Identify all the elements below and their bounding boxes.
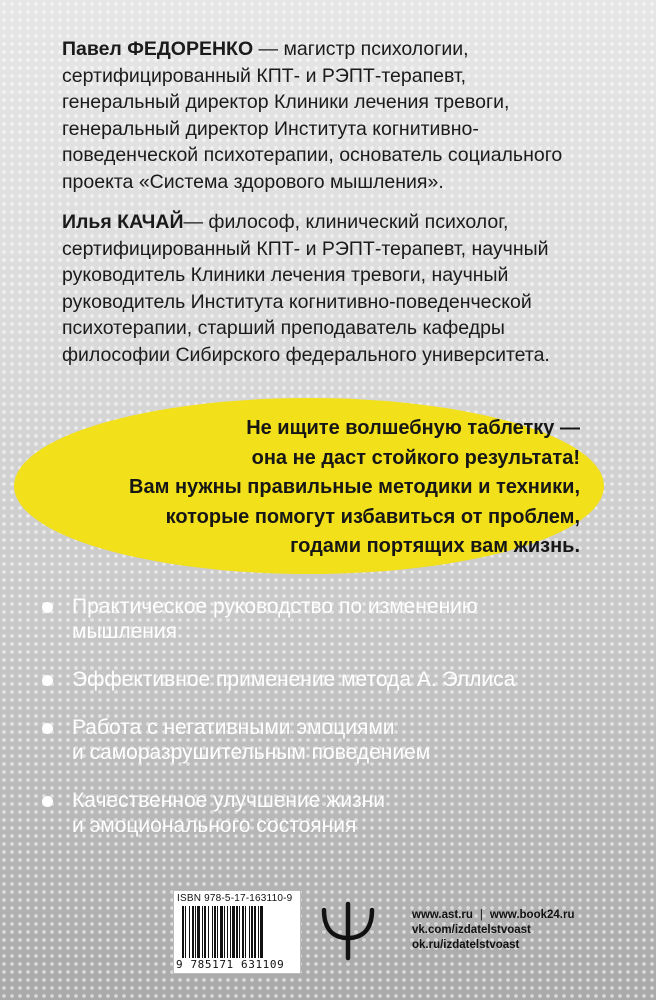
author-bio-kachay xyxy=(62,209,632,368)
barcode-stripe xyxy=(204,906,206,958)
bio-text: проекта «Система здорового мышления». xyxy=(62,170,444,193)
barcode-stripe xyxy=(232,906,235,958)
bio-text: сертифицированный КПТ- и РЭПТ-терапевт, научный xyxy=(62,237,549,260)
feature-list xyxy=(42,594,632,861)
barcode-stripe xyxy=(254,906,256,958)
callout-line: Вам нужны правильные методики и техники, xyxy=(129,476,580,498)
barcode-stripe xyxy=(192,906,194,958)
author-name: Павел ФЕДОРЕНКО xyxy=(62,38,254,60)
bio-text: психотерапии, старший преподаватель кафедры xyxy=(62,317,505,339)
ok-link[interactable]: ok.ru/izdatelstvoast xyxy=(412,939,520,951)
isbn-label: ISBN 978-5-17-163110-9 xyxy=(177,893,293,904)
barcode-stripe xyxy=(220,906,223,958)
barcode-stripe xyxy=(251,906,253,958)
callout-text xyxy=(40,414,580,562)
bio-text: руководитель Института когнитивно-поведенческой xyxy=(62,290,532,313)
bio-text: философии Сибирского федерального университета. xyxy=(62,343,550,366)
publisher-links xyxy=(412,908,574,953)
barcode-stripe xyxy=(208,906,209,958)
barcode-stripe xyxy=(214,906,216,958)
callout-line: она не даст стойкого результата! xyxy=(251,446,580,469)
link-separator: | xyxy=(479,909,483,921)
bullet-dot-icon xyxy=(42,723,53,734)
bullet-dot-icon xyxy=(42,796,53,807)
callout-line: которые помогут избавиться от проблем, xyxy=(165,505,580,528)
publisher-logo-icon xyxy=(318,900,378,962)
barcode-stripe xyxy=(260,906,263,958)
barcode-stripe xyxy=(185,906,186,958)
barcode-stripe xyxy=(245,906,246,958)
isbn-barcode xyxy=(173,890,301,974)
bullet-dot-icon xyxy=(42,602,53,613)
list-item: Качественное улучшение жизни и эмоционального состояния xyxy=(42,788,632,838)
bio-text: сертифицированный КПТ- и РЭПТ-терапевт, xyxy=(62,64,467,87)
barcode-stripe xyxy=(182,906,184,958)
barcode-stripe xyxy=(236,906,238,958)
bullet-dot-icon xyxy=(42,675,53,686)
barcode-stripe xyxy=(230,906,231,958)
barcode-stripe xyxy=(227,906,228,958)
barcode-bars xyxy=(182,906,292,958)
bio-text: руководитель Клиники лечения тревоги, научный xyxy=(62,264,509,286)
callout-line: годами портящих вам жизнь. xyxy=(290,535,580,557)
barcode-stripe xyxy=(217,906,218,958)
barcode-stripe xyxy=(212,906,213,958)
bio-text: — магистр психологии, xyxy=(253,38,469,60)
bio-text: генеральный директор Института когнитивно- xyxy=(62,117,479,140)
barcode-stripe xyxy=(195,906,196,958)
barcode-stripe xyxy=(224,906,225,958)
list-item: Работа с негативными эмоциями и саморазрушительным поведением xyxy=(42,715,632,765)
site-link-ast[interactable]: www.ast.ru xyxy=(412,909,473,921)
barcode-stripe xyxy=(202,906,203,958)
vk-link[interactable]: vk.com/izdatelstvoast xyxy=(412,924,531,936)
barcode-stripe xyxy=(239,906,240,958)
barcode-stripe xyxy=(258,906,259,958)
barcode-stripe xyxy=(197,906,200,958)
barcode-stripe xyxy=(249,906,250,958)
barcode-stripe xyxy=(189,906,190,958)
site-link-book24[interactable]: www.book24.ru xyxy=(489,909,575,921)
callout-line: Не ищите волшебную таблетку — xyxy=(246,417,580,439)
bio-text: поведенческой психотерапии, основатель социального xyxy=(62,144,563,166)
author-name: Илья КАЧАЙ xyxy=(62,211,184,233)
author-bio-fedorenko xyxy=(62,36,632,195)
barcode-digits: 9 785171 631109 xyxy=(176,958,285,971)
list-item: Эффективное применение метода А. Эллиса xyxy=(42,667,632,692)
bio-text: генеральный директор Клиники лечения тревоги, xyxy=(62,91,510,113)
bio-text: — философ, клинический психолог, xyxy=(183,211,509,233)
barcode-stripe xyxy=(242,906,244,958)
list-item: Практическое руководство по изменению мышления xyxy=(42,594,632,644)
